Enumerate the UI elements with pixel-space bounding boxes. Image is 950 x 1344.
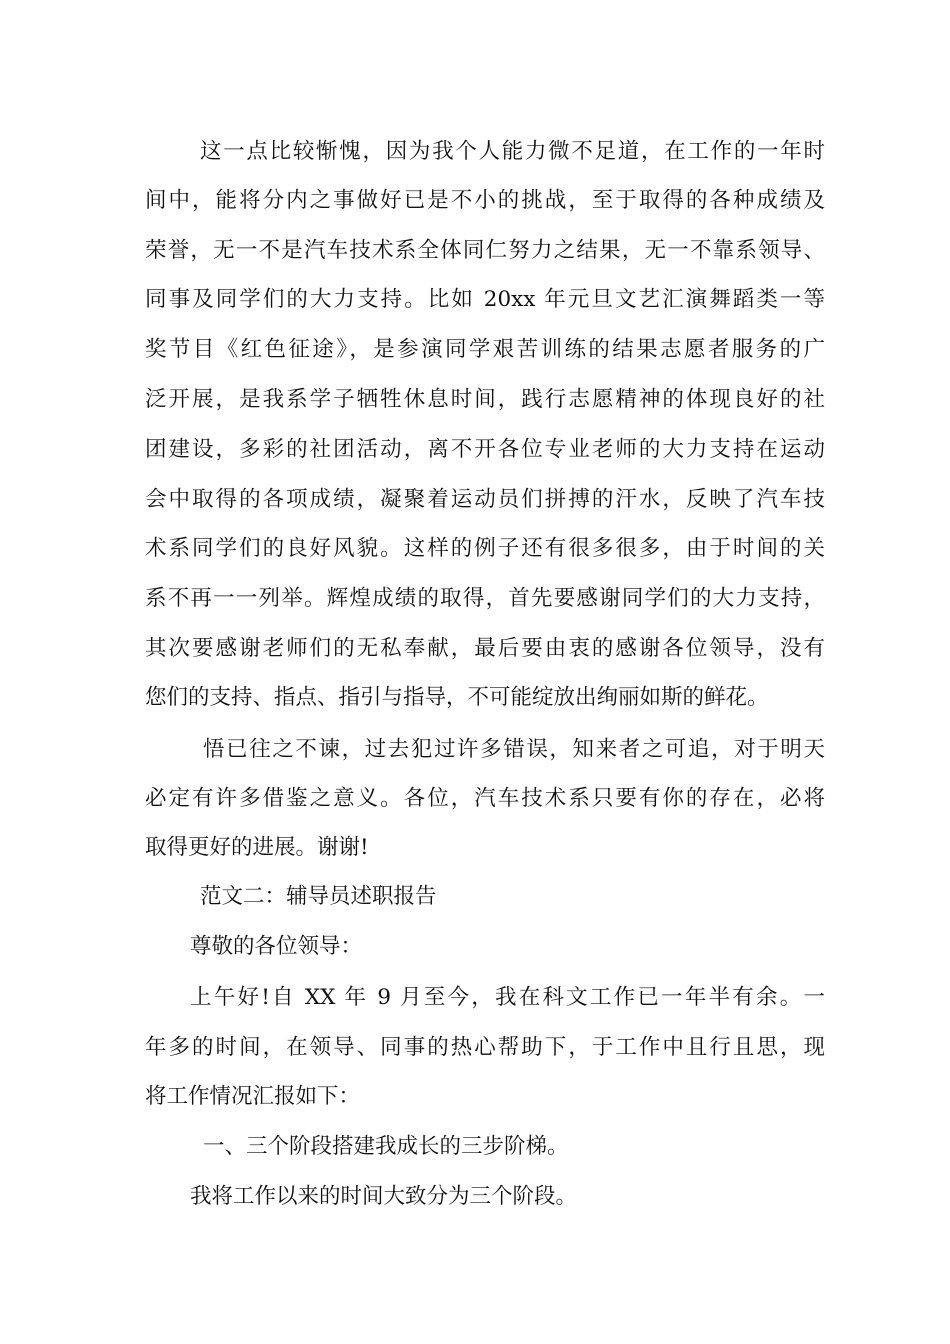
paragraph-1-line-11: 其次要感谢老师们的无私奉献，最后要由衷的感谢各位领导，没有 <box>145 636 825 661</box>
paragraph-3-line-2: 年多的时间，在领导、同事的热心帮助下，于工作中且行且思，现 <box>145 1035 825 1060</box>
paragraph-1-line-3: 荣誉，无一不是汽车技术系全体同仁努力之结果，无一不靠系领导、 <box>145 238 825 263</box>
paragraph-3-line-1: 上午好!自 XX 年 9 月至今，我在科文工作已一年半有余。一 <box>190 985 825 1010</box>
salutation: 尊敬的各位领导： <box>190 934 363 959</box>
paragraph-1-line-1: 这一点比较惭愧，因为我个人能力微不足道，在工作的一年时 <box>200 139 825 164</box>
subsection-heading: 一、三个阶段搭建我成长的三步阶梯。 <box>203 1134 569 1159</box>
paragraph-2-line-1: 悟已往之不谏，过去犯过许多错误，知来者之可追，对于明天 <box>203 737 825 762</box>
section-heading: 范文二：辅导员述职报告 <box>200 884 437 909</box>
paragraph-3-line-3: 将工作情况汇报如下： <box>145 1084 361 1109</box>
paragraph-2-line-3: 取得更好的进展。谢谢! <box>145 835 369 860</box>
paragraph-1-line-9: 术系同学们的良好风貌。这样的例子还有很多很多，由于时间的关 <box>145 536 825 561</box>
paragraph-2-line-2: 必定有许多借鉴之意义。各位，汽车技术系只要有你的存在，必将 <box>145 786 825 811</box>
paragraph-4-line-1: 我将工作以来的时间大致分为三个阶段。 <box>190 1184 578 1209</box>
paragraph-1-line-8: 会中取得的各项成绩，凝聚着运动员们拼搏的汗水，反映了汽车技 <box>145 487 825 512</box>
paragraph-1-line-6: 泛开展，是我系学子牺牲休息时间，践行志愿精神的体现良好的社 <box>145 387 825 412</box>
paragraph-1-line-10: 系不再一一列举。辉煌成绩的取得，首先要感谢同学们的大力支持， <box>145 586 825 611</box>
paragraph-1-line-4: 同事及同学们的大力支持。比如 20xx 年元旦文艺汇演舞蹈类一等 <box>145 287 825 312</box>
paragraph-1-line-7: 团建设，多彩的社团活动，离不开各位专业老师的大力支持在运动 <box>145 437 825 462</box>
paragraph-1-line-12: 您们的支持、指点、指引与指导，不可能绽放出绚丽如斯的鲜花。 <box>145 685 769 710</box>
paragraph-1-line-5: 奖节目《红色征途》，是参演同学艰苦训练的结果志愿者服务的广 <box>145 337 825 362</box>
paragraph-1-line-2: 间中，能将分内之事做好已是不小的挑战，至于取得的各种成绩及 <box>145 188 825 213</box>
